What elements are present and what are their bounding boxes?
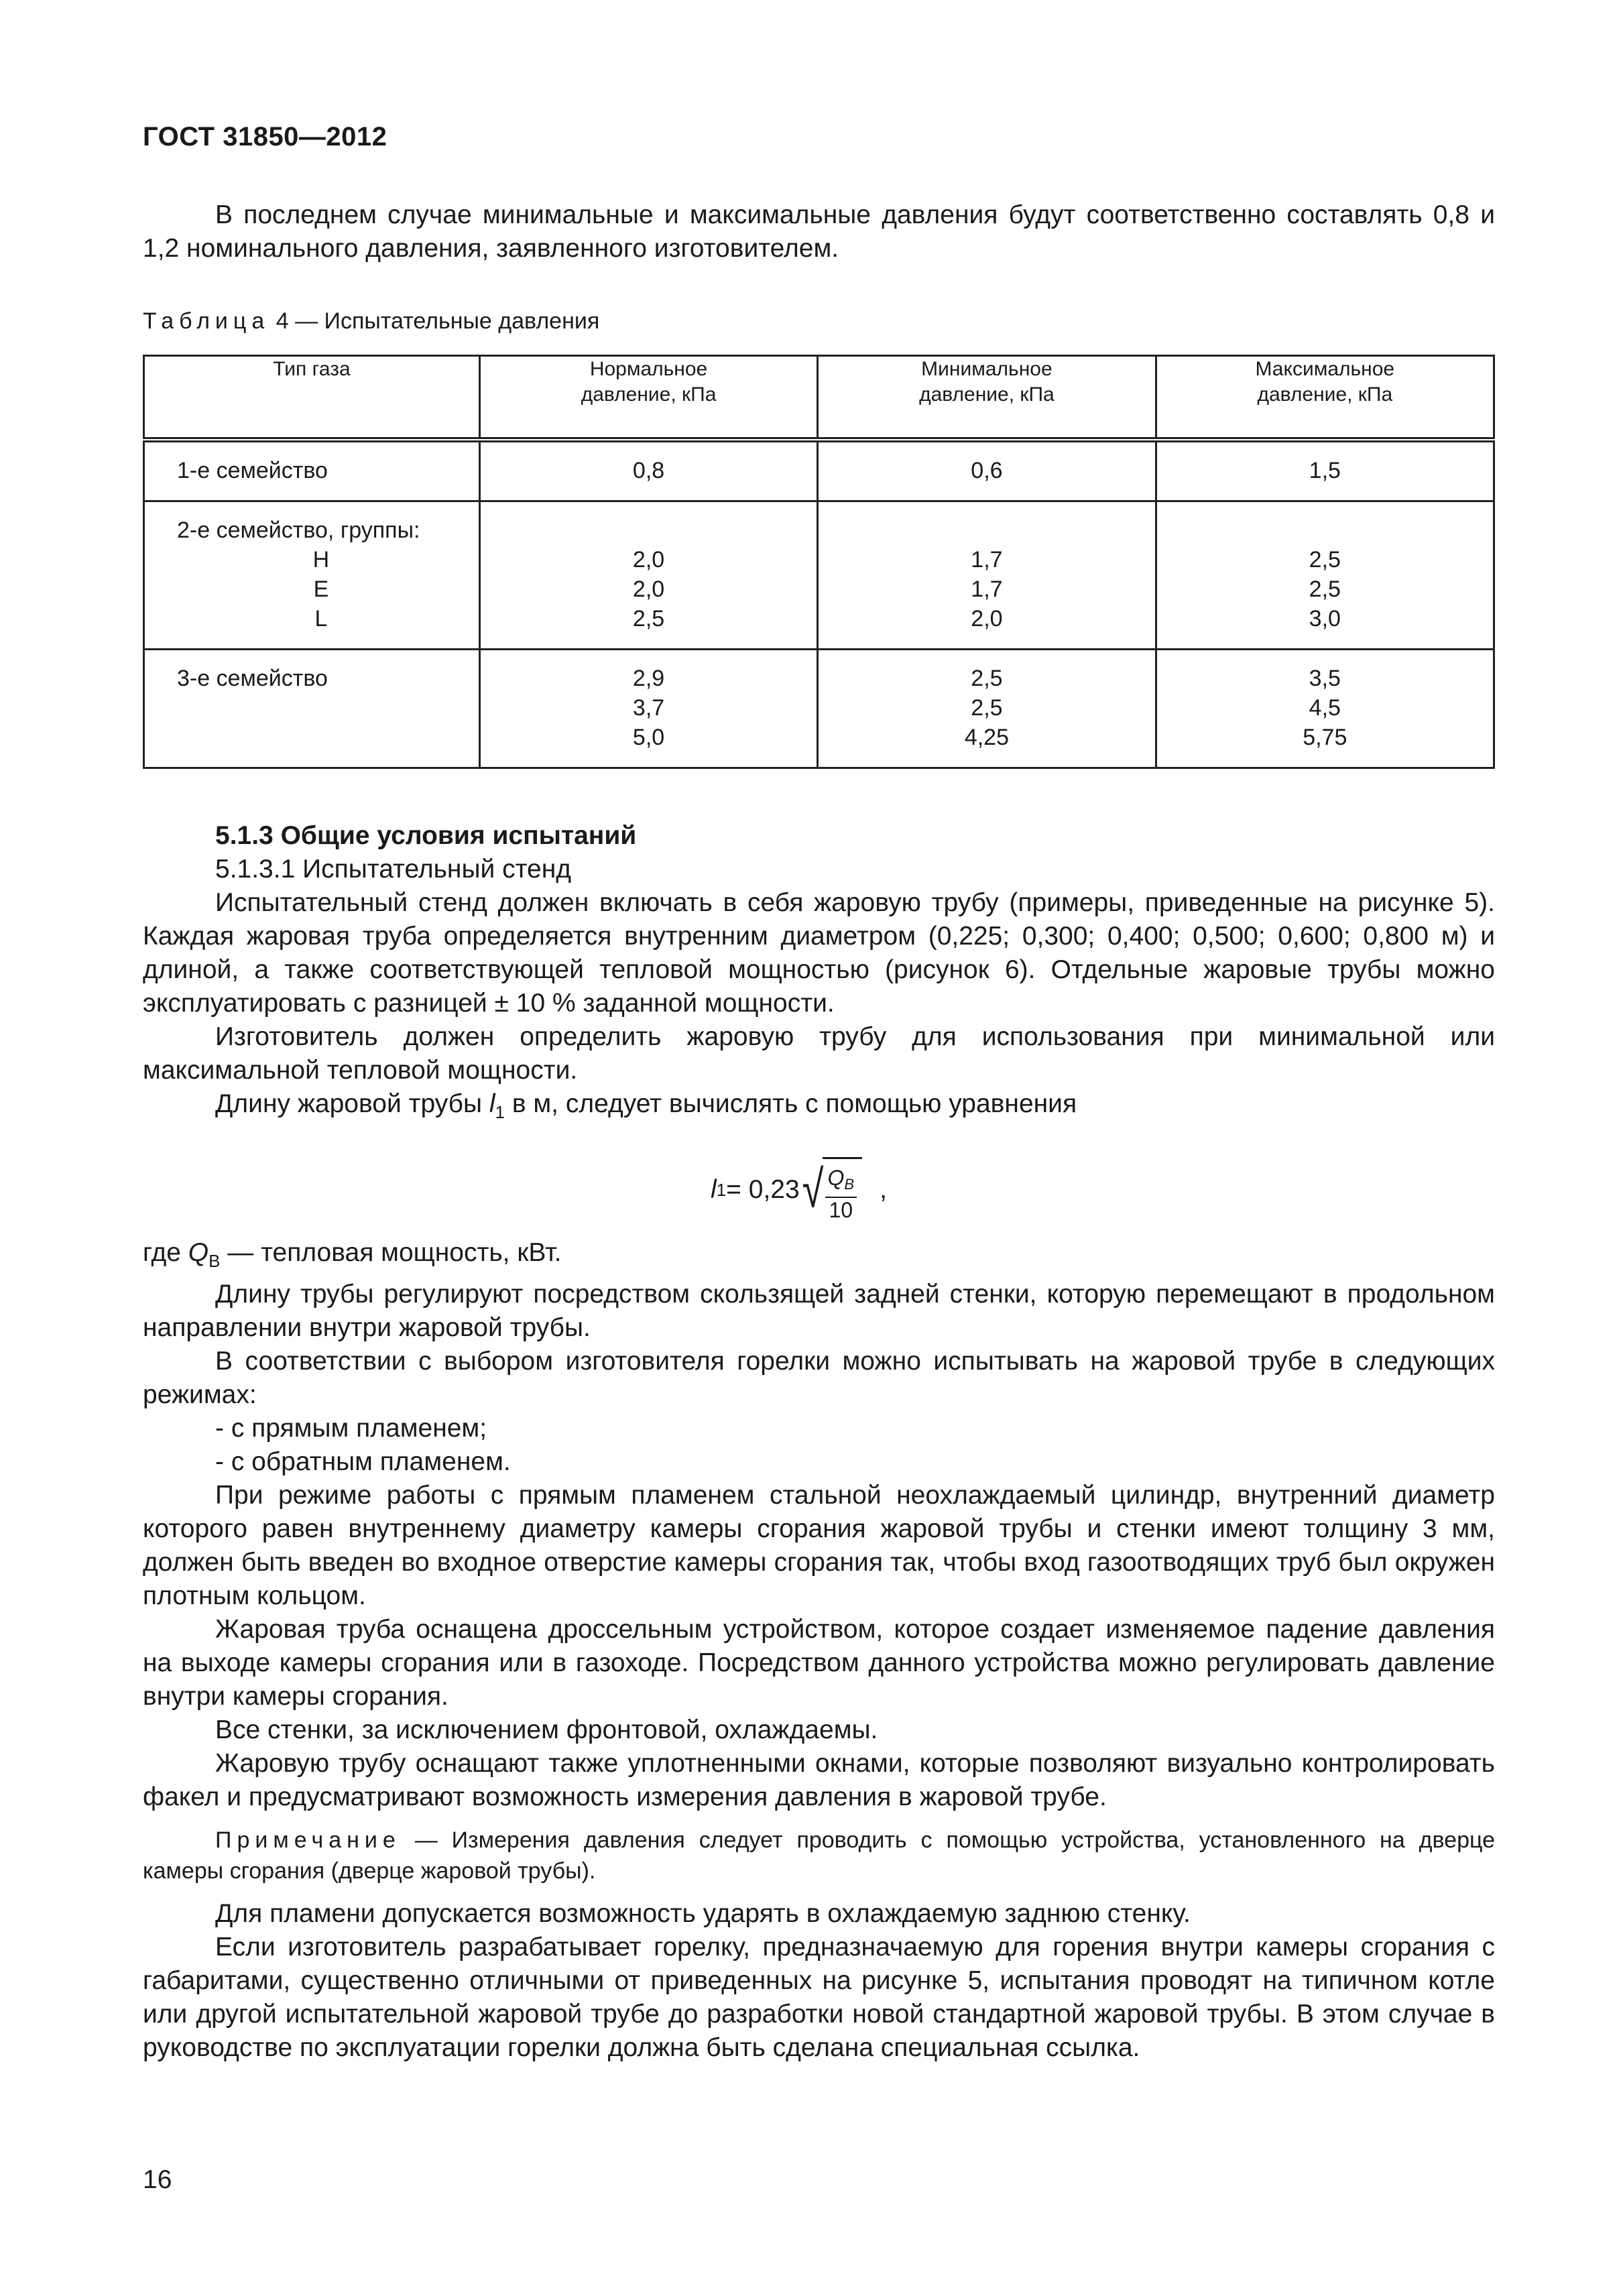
normal-pressure-value: 2,5 — [632, 606, 665, 631]
gas-group-label: E — [313, 577, 329, 602]
paragraph: Длину трубы регулируют посредством скользящей задней стенки, которую перемещают в продольном направлении внутри жаровой трубы. — [143, 1279, 1495, 1342]
fraction — [825, 1166, 857, 1222]
header-max-pressure-text: Максимальное давление, кПа — [1255, 358, 1395, 406]
standard-header: ГОСТ 31850—2012 — [143, 122, 387, 152]
note-label: Примечание — [215, 1827, 401, 1853]
variable-l: l — [489, 1089, 495, 1118]
table-header-row — [144, 356, 1494, 440]
header-normal-pressure-text: Нормальное давление, кПа — [581, 358, 717, 406]
paragraph-text: Длину жаровой трубы — [215, 1089, 489, 1118]
list-item: - с прямым пламенем; — [215, 1413, 487, 1443]
min-pressure-cell — [818, 501, 1156, 650]
min-pressure-value: 2,5 — [971, 666, 1003, 691]
normal-pressure-value: 2,0 — [632, 577, 665, 602]
paragraph: Изготовитель должен определить жаровую трубу для использования при минимальной или максимальной тепловой мощности. — [143, 1022, 1495, 1085]
table-caption — [143, 308, 599, 335]
header-max-pressure — [1156, 356, 1494, 440]
page-number: 16 — [143, 2165, 172, 2194]
normal-pressure-cell — [479, 440, 817, 501]
formula-lhs: l — [711, 1174, 717, 1204]
paragraph: Все стенки, за исключением фронтовой, охлаждаемы. — [215, 1715, 878, 1744]
min-pressure-value: 1,7 — [971, 577, 1003, 602]
gas-group-label: L — [314, 606, 328, 631]
max-pressure-value: 3,5 — [1309, 666, 1341, 691]
section-heading: 5.1.3 Общие условия испытаний — [215, 821, 637, 850]
table-caption-label: Таблица — [143, 308, 270, 334]
paragraph: Жаровая труба оснащена дроссельным устройством, которое создает изменяемое падение давления на выходе камеры сгорания или в газоходе. Посредством данного устройства можно регулировать давление внутри камеры сгорания. — [143, 1614, 1495, 1711]
header-normal-pressure — [479, 356, 817, 440]
min-pressure-value: 2,0 — [971, 606, 1003, 631]
gas-type-cell — [144, 650, 480, 768]
header-min-pressure — [818, 356, 1156, 440]
gas-type-label: 1-е семейство — [177, 458, 328, 483]
gas-type-cell — [144, 440, 480, 501]
normal-pressure-cell — [479, 501, 817, 650]
min-pressure-value: 1,7 — [971, 547, 1003, 572]
normal-pressure-value: 5,0 — [632, 725, 665, 750]
radical-sign-icon: √ — [802, 1159, 824, 1219]
normal-pressure-value: 2,9 — [632, 666, 665, 691]
max-pressure-cell — [1156, 650, 1494, 768]
where-clause: где $Q_B$ — тепловая мощность, кВт. — [143, 1238, 562, 1271]
max-pressure-value: 1,5 — [1309, 458, 1341, 483]
variable-subscript: 1 — [495, 1101, 505, 1122]
note — [143, 1825, 1495, 1886]
max-pressure-cell — [1156, 440, 1494, 501]
normal-pressure-cell — [479, 650, 817, 768]
paragraph: Испытательный стенд должен включать в себя жаровую трубу (примеры, приведенные на рисунке 5). Каждая жаровая труба определяется внутренним диаметром (0,225; 0,300; 0,400; 0,500; 0,600; 0,800 м) и длиной, а также соответствующей тепловой мощностью (рисунок 6). Отдельные жаровые трубы можно эксплуатировать с разницей ± 10 % заданной мощности. — [143, 888, 1495, 1018]
max-pressure-value: 2,5 — [1309, 577, 1341, 602]
min-pressure-value: 0,6 — [971, 458, 1003, 483]
intro-block — [143, 198, 1495, 265]
gas-type-label: 2-е семейство, группы: — [177, 518, 420, 543]
paragraph: В соответствии с выбором изготовителя горелки можно испытывать на жаровой трубе в следующих режимах: — [143, 1346, 1495, 1409]
max-pressure-value: 2,5 — [1309, 547, 1341, 572]
min-pressure-cell — [818, 440, 1156, 501]
normal-pressure-value: 0,8 — [632, 458, 665, 483]
paragraph — [143, 1087, 1495, 1129]
formula-comma: , — [880, 1174, 887, 1204]
paragraph: Для пламени допускается возможность ударять в охлаждаемую заднюю стенку. — [215, 1898, 1191, 1928]
min-pressure-value: 2,5 — [971, 695, 1003, 721]
table-caption-title: 4 — Испытательные давления — [269, 308, 600, 334]
test-pressures-table — [143, 355, 1495, 769]
max-pressure-value: 5,75 — [1303, 725, 1347, 750]
intro-paragraph: В последнем случае минимальные и максимальные давления будут соответственно составлять 0,8 и 1,2 номинального давления, заявленного изготовителем. — [143, 200, 1495, 263]
max-pressure-cell — [1156, 501, 1494, 650]
normal-pressure-value: 3,7 — [632, 695, 665, 721]
radicand — [823, 1157, 863, 1222]
formula-coefficient: = 0,23 — [726, 1174, 800, 1204]
max-pressure-value: 3,0 — [1309, 606, 1341, 631]
table-row — [144, 440, 1494, 501]
length-formula — [711, 1157, 887, 1222]
min-pressure-value: 4,25 — [964, 725, 1009, 750]
paragraph-text: в м, следует вычислять с помощью уравнения — [504, 1089, 1077, 1118]
subsection-heading: 5.1.3.1 Испытательный стенд — [215, 855, 572, 884]
section-lower — [143, 1236, 1495, 2065]
min-pressure-cell — [818, 650, 1156, 768]
variable-q: Q — [188, 1238, 209, 1267]
fraction-denominator: 10 — [829, 1198, 853, 1222]
section-upper — [143, 819, 1495, 1129]
paragraph: Жаровую трубу оснащают также уплотненными окнами, которые позволяют визуально контролировать факел и предусматривают возможность измерения давления в жаровой трубе. — [143, 1748, 1495, 1811]
header-min-pressure-text: Минимальное давление, кПа — [919, 358, 1055, 406]
paragraph: Если изготовитель разрабатывает горелку, предназначаемую для горения внутри камеры сгорания с габаритами, существенно отличными от приведенных на рисунке 5, испытания проводят на типичном котле или другой испытательной жаровой трубе до разработки новой стандартной жаровой трубы. В этом случае в руководстве по эксплуатации горелки должна быть сделана специальная ссылка. — [143, 1932, 1495, 2062]
fraction-numerator: $Q_B$ — [825, 1166, 857, 1198]
note-text: — Измерения давления следует проводить с помощью устройства, установленного на дверце камеры сгорания (дверце жаровой трубы). — [143, 1827, 1495, 1884]
paragraph: При режиме работы с прямым пламенем стальной неохлаждаемый цилиндр, внутренний диаметр которого равен внутреннему диаметру камеры сгорания жаровой трубы и стенки имеют толщину 3 мм, должен быть введен во входное отверстие камеры сгорания так, чтобы вход газоотводящих труб был окружен плотным кольцом. — [143, 1480, 1495, 1610]
gas-type-label: 3-е семейство — [177, 666, 328, 691]
table-row — [144, 650, 1494, 768]
square-root — [802, 1157, 862, 1222]
formula-lhs-subscript: 1 — [716, 1179, 727, 1200]
max-pressure-value: 4,5 — [1309, 695, 1341, 721]
list-item: - с обратным пламенем. — [215, 1447, 511, 1476]
gas-group-label: H — [312, 547, 330, 572]
gas-type-cell — [144, 501, 480, 650]
normal-pressure-value: 2,0 — [632, 547, 665, 572]
table-row — [144, 501, 1494, 650]
header-gas-type: Тип газа — [144, 356, 480, 440]
